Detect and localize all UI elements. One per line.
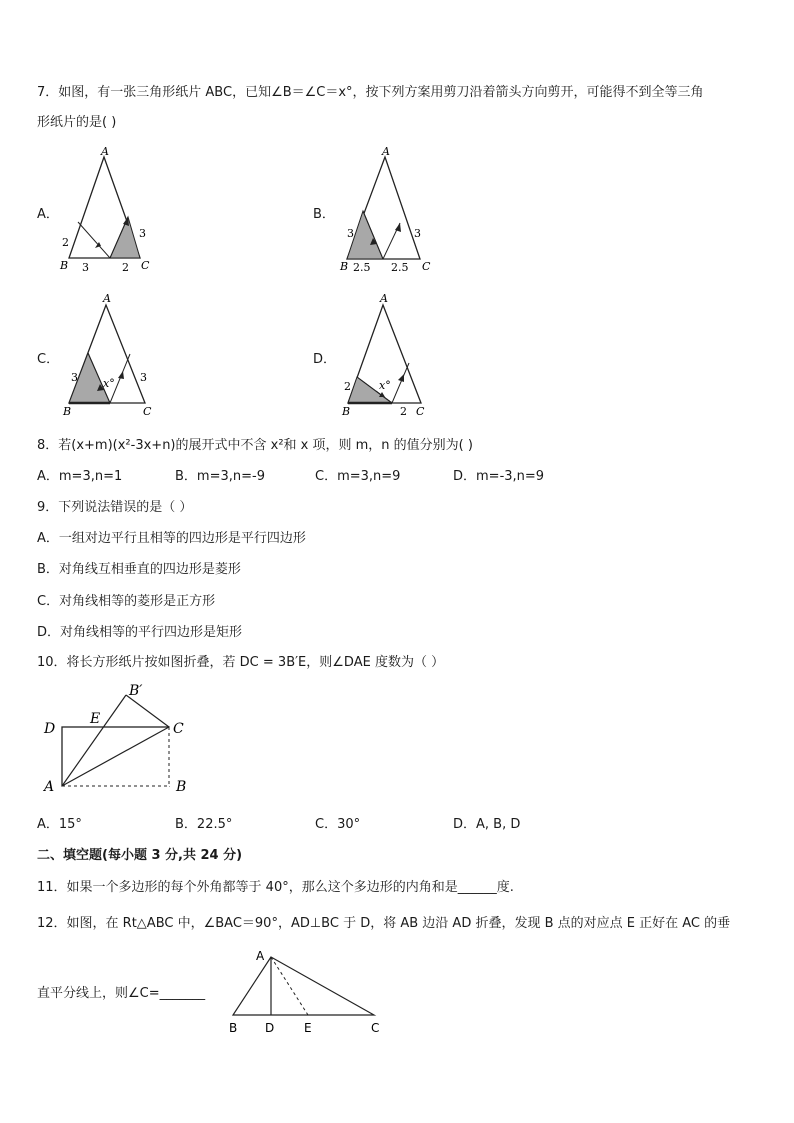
q7-option-a-label[interactable]: A． [37, 207, 59, 222]
vertex-a: A [382, 145, 390, 158]
q7-option-d-figure [334, 289, 444, 419]
q10-option-b[interactable]: B．22.5° [175, 817, 233, 832]
q7-option-b-label[interactable]: B． [313, 207, 335, 222]
q9-option-b[interactable]: B．对角线互相垂直的四边形是菱形 [37, 562, 241, 577]
vertex-a: A [380, 292, 388, 305]
vertex-b: B [176, 779, 187, 795]
vertex-b: B [63, 405, 72, 418]
side-length: 2 [122, 261, 129, 274]
vertex-b: B [229, 1021, 238, 1035]
vertex-a: A [103, 292, 111, 305]
vertex-c: C [143, 405, 152, 418]
q7-option-a-figure [55, 143, 165, 273]
vertex-c: C [416, 405, 425, 418]
q9-option-a[interactable]: A．一组对边平行且相等的四边形是平行四边形 [37, 531, 306, 546]
q10-option-a[interactable]: A．15° [37, 817, 82, 832]
angle-label: x° [379, 379, 391, 392]
side-length: 2.5 [353, 261, 371, 274]
q7-stem-line2: 形纸片的是( ) [37, 115, 117, 130]
side-length: 3 [71, 371, 78, 384]
q7-option-c-label[interactable]: C． [37, 352, 60, 367]
vertex-b: B [60, 259, 69, 272]
side-length: 3 [140, 371, 147, 384]
q8-option-a[interactable]: A．m=3,n=1 [37, 469, 123, 484]
side-length: 3 [139, 227, 146, 240]
side-length: 3 [82, 261, 89, 274]
vertex-c: C [371, 1021, 380, 1035]
vertex-a: A [101, 145, 109, 158]
point-e: E [304, 1021, 312, 1035]
q12-figure [225, 946, 385, 1036]
vertex-d: D [44, 721, 56, 737]
q7-option-c-figure [55, 289, 165, 419]
angle-label: x° [103, 377, 115, 390]
vertex-b: B [340, 260, 349, 273]
q10-option-c[interactable]: C．30° [315, 817, 361, 832]
q11-stem: 11．如果一个多边形的每个外角都等于 40°，那么这个多边形的内角和是______度. [37, 880, 514, 895]
side-length: 2 [344, 380, 351, 393]
side-length: 2 [400, 405, 407, 418]
section-heading: 二、填空题(每小题 3 分,共 24 分) [37, 848, 243, 863]
q7-option-d-label[interactable]: D． [313, 352, 337, 367]
vertex-c: C [422, 260, 431, 273]
q7-option-b-figure [334, 143, 444, 273]
q7-stem-line1: 7．如图，有一张三角形纸片 ABC，已知∠B＝∠C＝x°，按下列方案用剪刀沿着箭头方向剪开，可能得不到全等三角 [37, 85, 704, 100]
vertex-b: B [342, 405, 351, 418]
vertex-c: C [141, 259, 150, 272]
q9-option-d[interactable]: D．对角线相等的平行四边形是矩形 [37, 625, 243, 640]
point-d: D [265, 1021, 275, 1035]
q10-stem: 10．将长方形纸片按如图折叠，若 DC = 3B′E，则∠DAE 度数为（ ） [37, 655, 445, 670]
q9-stem: 9．下列说法错误的是（ ） [37, 500, 193, 515]
point-b-prime: B′ [129, 683, 143, 699]
vertex-a: A [256, 949, 265, 963]
vertex-c: C [173, 721, 184, 737]
q8-option-b[interactable]: B．m=3,n=-9 [175, 469, 265, 484]
side-length: 2 [62, 236, 69, 249]
side-length: 3 [414, 227, 421, 240]
q8-stem: 8．若(x+m)(x²-3x+n)的展开式中不含 x²和 x 项，则 m，n 的值分别为( ) [37, 438, 473, 453]
q10-option-d[interactable]: D．A, B, D [453, 817, 521, 832]
q10-figure [40, 683, 210, 798]
q8-option-d[interactable]: D．m=-3,n=9 [453, 469, 545, 484]
point-e: E [90, 711, 101, 727]
q9-option-c[interactable]: C．对角线相等的菱形是正方形 [37, 594, 216, 609]
q12-stem-line2: 直平分线上，则∠C=_______ [37, 986, 206, 1001]
vertex-a: A [44, 779, 55, 795]
side-length: 2.5 [391, 261, 409, 274]
q12-stem-line1: 12．如图，在 Rt△ABC 中，∠BAC＝90°，AD⊥BC 于 D，将 AB 边沿 AD 折叠，发现 B 点的对应点 E 正好在 AC 的垂 [37, 916, 731, 931]
side-length: 3 [347, 227, 354, 240]
q8-option-c[interactable]: C．m=3,n=9 [315, 469, 401, 484]
